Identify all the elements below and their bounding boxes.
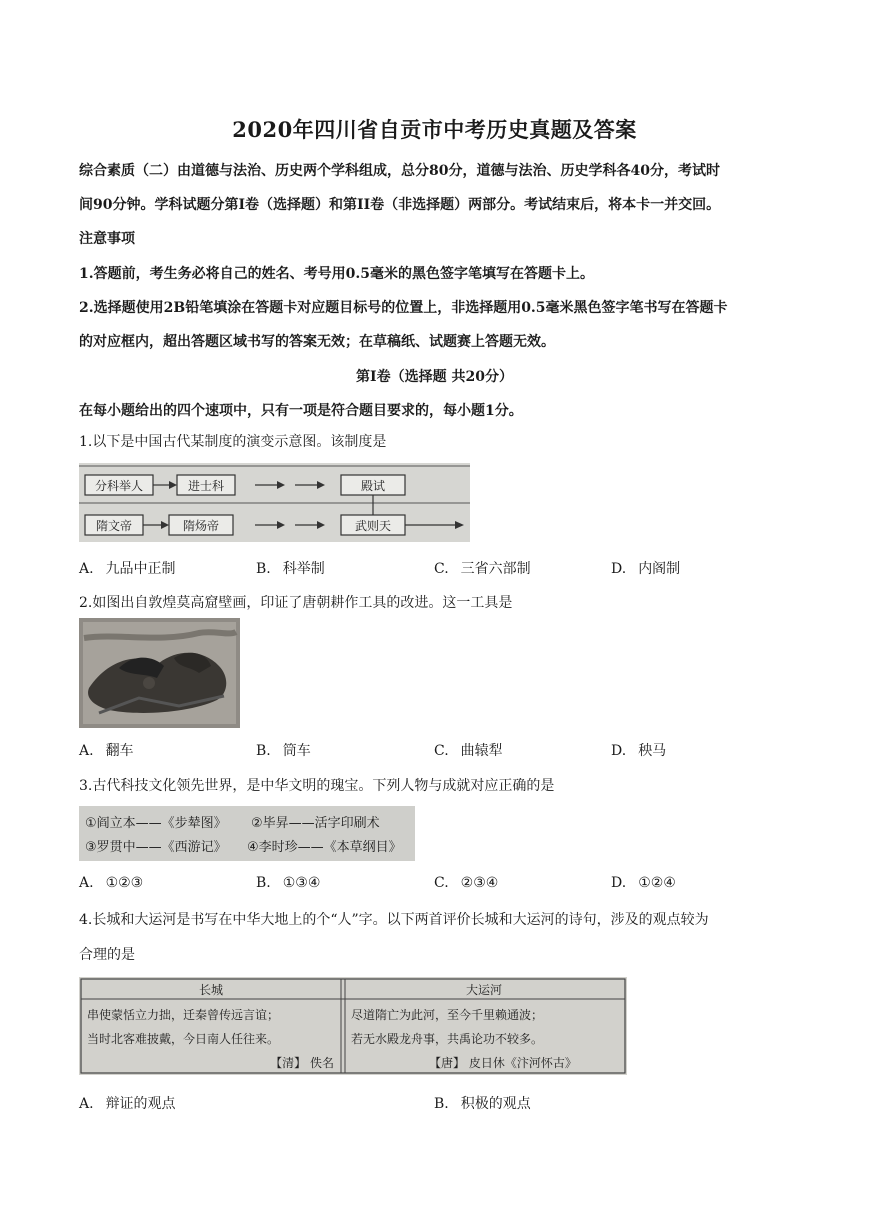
diagram-box-c-label: 殿试 <box>360 479 386 493</box>
q1-option-c[interactable]: C. 三省六部制 <box>434 561 531 577</box>
diagram-box-b-label: 进士科 <box>187 479 225 493</box>
page-title: 2020年四川省自贡市中考历史真题及答案 <box>232 117 637 142</box>
pair-3: ③罗贯中——《西游记》 <box>85 840 227 855</box>
q2-option-c[interactable]: C. 曲辕犁 <box>434 743 503 759</box>
q4-option-a[interactable]: A. 辩证的观点 <box>79 1096 176 1112</box>
table-right-line-1: 尽道隋亡为此河，至今千里赖通波； <box>351 1008 544 1022</box>
pair-2: ②毕昇——活字印刷术 <box>251 816 380 831</box>
diagram-box-a-label: 分科举人 <box>94 479 144 493</box>
question-4-poem-table <box>79 977 627 1075</box>
question-1-stem: 1.以下是中国古代某制度的演变示意图。该制度是 <box>79 434 387 450</box>
table-left-source: 【清】 佚名 <box>270 1056 334 1070</box>
table-left-line-2: 当时北客难披戴，今日南人任往来。 <box>87 1032 280 1046</box>
notice-item-2-line-1: 2.选择题使用2B铅笔填涂在答题卡对应题目标号的位置上，非选择题用0.5毫米黑色签字笔书写在答题卡 <box>79 300 728 316</box>
q1-option-d[interactable]: D. 内阁制 <box>611 561 681 577</box>
notice-item-1: 1.答题前，考生务必将自己的姓名、考号用0.5毫米的黑色签字笔填写在答题卡上。 <box>79 266 594 282</box>
q4-option-b[interactable]: B. 积极的观点 <box>434 1096 531 1112</box>
question-2-stem: 2.如图出自敦煌莫高窟壁画，印证了唐朝耕作工具的改进。这一工具是 <box>79 595 513 611</box>
diagram-box-e-label: 隋炀帝 <box>182 519 220 533</box>
question-4-stem-line-2: 合理的是 <box>79 947 135 963</box>
question-4-stem-line-1: 4.长城和大运河是书写在中华大地上的个“人”字。以下两首评价长城和大运河的诗句，涉及的观点较为 <box>79 912 709 928</box>
table-right-heading: 大运河 <box>465 983 503 997</box>
pair-4: ④李时珍——《本草纲目》 <box>247 840 402 855</box>
q3-option-d[interactable]: D. ①②④ <box>611 875 676 891</box>
q2-option-b[interactable]: B. 筒车 <box>256 743 311 759</box>
q1-option-a[interactable]: A. 九品中正制 <box>79 561 176 577</box>
q3-option-c[interactable]: C. ②③④ <box>434 875 499 891</box>
q2-option-a[interactable]: A. 翻车 <box>79 743 134 759</box>
table-left-line-1: 串使蒙恬立力拙，迁秦曾传远言谊； <box>87 1008 280 1022</box>
question-3-pairs-image <box>79 806 415 861</box>
question-3-stem: 3.古代科技文化领先世界，是中华文明的瑰宝。下列人物与成就对应正确的是 <box>79 778 555 794</box>
notice-heading: 注意事项 <box>79 231 135 247</box>
table-right-line-2: 若无水殿龙舟事，共禹论功不较多。 <box>351 1032 544 1046</box>
intro-line-1: 综合素质（二）由道德与法治、历史两个学科组成，总分80分，道德与法治、历史学科各40分，考试时 <box>79 163 720 179</box>
q3-option-b[interactable]: B. ①③④ <box>256 875 321 891</box>
diagram-box-d-label: 隋文帝 <box>95 519 133 533</box>
question-2-mural-image <box>79 618 240 728</box>
q1-option-b[interactable]: B. 科举制 <box>256 561 325 577</box>
table-right-source: 【唐】 皮日休《汴河怀古》 <box>429 1056 577 1070</box>
notice-item-2-line-2: 的对应框内，超出答题区域书写的答案无效；在草稿纸、试题赛上答题无效。 <box>79 334 555 350</box>
diagram-box-f-label: 武则天 <box>354 519 392 533</box>
section-heading: 第I卷（选择题 共20分） <box>356 369 513 385</box>
q3-option-a[interactable]: A. ①②③ <box>79 875 144 891</box>
question-1-diagram <box>79 463 470 542</box>
table-left-heading: 长城 <box>198 983 224 997</box>
pair-1: ①阎立本——《步辇图》 <box>85 816 227 831</box>
intro-line-2: 间90分钟。学科试题分第I卷（选择题）和第II卷（非选择题）两部分。考试结束后，将本卡一并交回。 <box>79 197 721 213</box>
q2-option-d[interactable]: D. 秧马 <box>611 743 667 759</box>
section-instruction: 在每小题给出的四个速项中，只有一项是符合题目要求的，每小题1分。 <box>79 403 523 419</box>
